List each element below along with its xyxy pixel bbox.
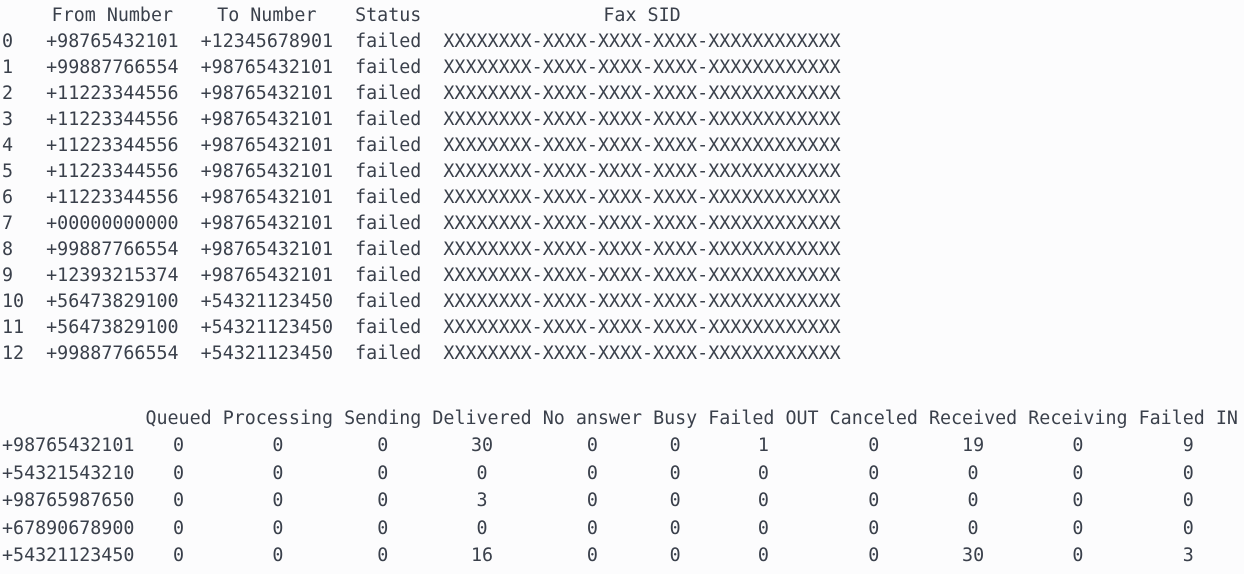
value-cell: XXXXXXXX-XXXX-XXXX-XXXX-XXXXXXXXXXXX <box>443 265 841 286</box>
value-cell: 0 <box>1072 490 1084 512</box>
value-cell: 0 <box>669 490 681 512</box>
value-cell: XXXXXXXX-XXXX-XXXX-XXXX-XXXXXXXXXXXX <box>443 239 841 260</box>
column-header: Fax SID <box>603 5 681 26</box>
value-cell: +98765432101 <box>46 31 179 52</box>
row-index-cell: +54321123450 <box>2 545 135 567</box>
table-row <box>2 515 1238 542</box>
value-cell: 0 <box>586 435 598 457</box>
value-cell: XXXXXXXX-XXXX-XXXX-XXXX-XXXXXXXXXXXX <box>443 343 841 364</box>
value-cell: XXXXXXXX-XXXX-XXXX-XXXX-XXXXXXXXXXXX <box>443 135 841 156</box>
value-cell: 0 <box>1072 545 1084 567</box>
value-cell: 0 <box>868 545 880 567</box>
value-cell: 30 <box>470 435 494 457</box>
value-cell: failed <box>355 213 422 234</box>
value-cell: 0 <box>1072 462 1084 484</box>
value-cell: 0 <box>669 462 681 484</box>
value-cell: 0 <box>377 490 389 512</box>
value-cell: +56473829100 <box>46 291 179 312</box>
value-cell: +99887766554 <box>46 239 179 260</box>
value-cell: 0 <box>173 517 185 539</box>
value-cell: +99887766554 <box>46 343 179 364</box>
value-cell: 3 <box>476 490 488 512</box>
row-index-cell: 6 <box>2 187 14 208</box>
column-header: No answer <box>542 408 643 429</box>
value-cell: +98765432101 <box>200 265 334 286</box>
row-index-cell: +98765987650 <box>2 490 135 512</box>
value-cell: failed <box>355 343 422 364</box>
column-header: Canceled <box>829 408 918 429</box>
row-index-cell: 7 <box>2 213 14 234</box>
value-cell: 0 <box>757 545 769 567</box>
value-cell: +11223344556 <box>46 83 179 104</box>
value-cell: +56473829100 <box>46 317 179 338</box>
value-cell: 0 <box>1182 490 1194 512</box>
value-cell: 0 <box>669 435 681 457</box>
row-index-cell: +54321543210 <box>2 462 135 484</box>
column-header: Queued <box>145 408 212 429</box>
column-header: Receiving <box>1028 408 1128 429</box>
value-cell: 1 <box>757 435 769 457</box>
table-row <box>2 263 841 289</box>
column-header: Failed IN <box>1138 408 1238 429</box>
value-cell: 0 <box>272 435 284 457</box>
value-cell: failed <box>355 317 422 338</box>
value-cell: +98765432101 <box>200 213 334 234</box>
value-cell: +12393215374 <box>46 265 179 286</box>
table-row <box>2 460 1238 487</box>
column-header: Busy <box>653 408 698 429</box>
value-cell: 9 <box>1182 435 1194 457</box>
row-index-cell: +67890678900 <box>2 517 135 539</box>
value-cell: failed <box>355 265 422 286</box>
row-index-cell: 10 <box>2 291 25 312</box>
value-cell: 0 <box>377 462 389 484</box>
value-cell: 0 <box>757 490 769 512</box>
value-cell: 0 <box>868 462 880 484</box>
value-cell: 0 <box>173 462 185 484</box>
value-cell: XXXXXXXX-XXXX-XXXX-XXXX-XXXXXXXXXXXX <box>443 317 841 338</box>
table-row <box>2 211 841 237</box>
value-cell: 0 <box>967 462 979 484</box>
value-cell: 0 <box>173 435 185 457</box>
column-header <box>2 405 134 432</box>
value-cell: 16 <box>470 545 494 567</box>
value-cell: 0 <box>868 490 880 512</box>
row-index-cell: 9 <box>2 265 14 286</box>
value-cell: 0 <box>1072 517 1084 539</box>
value-cell: 0 <box>173 545 185 567</box>
value-cell: 0 <box>476 517 488 539</box>
value-cell: 0 <box>757 517 769 539</box>
table-row <box>2 107 841 133</box>
value-cell: +98765432101 <box>200 135 334 156</box>
value-cell: +54321123450 <box>200 291 334 312</box>
value-cell: XXXXXXXX-XXXX-XXXX-XXXX-XXXXXXXXXXXX <box>443 31 841 52</box>
fax-log-table <box>2 3 841 367</box>
value-cell: +98765432101 <box>200 161 334 182</box>
value-cell: 0 <box>586 545 598 567</box>
value-cell: 0 <box>868 435 880 457</box>
value-cell: 0 <box>1182 517 1194 539</box>
table-row <box>2 159 841 185</box>
column-header: Received <box>928 408 1018 429</box>
value-cell: +98765432101 <box>200 57 334 78</box>
value-cell: +11223344556 <box>46 187 179 208</box>
table-row <box>2 315 841 341</box>
value-cell: failed <box>355 161 422 182</box>
column-header: To Number <box>217 5 317 26</box>
value-cell: +54321123450 <box>200 343 334 364</box>
value-cell: 0 <box>377 517 389 539</box>
value-cell: 0 <box>967 490 979 512</box>
table-row <box>2 133 841 159</box>
value-cell: failed <box>355 239 422 260</box>
header-row <box>2 405 1238 432</box>
table-row <box>2 432 1238 459</box>
value-cell: +11223344556 <box>46 109 179 130</box>
value-cell: 0 <box>272 462 284 484</box>
table-row <box>2 29 841 55</box>
value-cell: XXXXXXXX-XXXX-XXXX-XXXX-XXXXXXXXXXXX <box>443 57 841 78</box>
table-row <box>2 237 841 263</box>
header-row <box>2 3 841 29</box>
row-index-cell: +98765432101 <box>2 435 135 457</box>
value-cell: 30 <box>962 545 985 567</box>
value-cell: +11223344556 <box>46 135 179 156</box>
value-cell: failed <box>355 135 422 156</box>
column-header: Delivered <box>432 408 532 429</box>
table-row <box>2 185 841 211</box>
value-cell: 0 <box>173 490 185 512</box>
value-cell: XXXXXXXX-XXXX-XXXX-XXXX-XXXXXXXXXXXX <box>443 109 841 130</box>
table-row <box>2 487 1238 514</box>
value-cell: +12345678901 <box>200 31 334 52</box>
row-index-cell: 5 <box>2 161 14 182</box>
value-cell: +98765432101 <box>200 83 334 104</box>
value-cell: 0 <box>272 517 284 539</box>
row-index-cell: 12 <box>2 343 25 364</box>
value-cell: +98765432101 <box>200 187 334 208</box>
value-cell: failed <box>355 109 422 130</box>
column-header: Failed OUT <box>708 408 819 429</box>
value-cell: 0 <box>757 462 769 484</box>
row-index-cell: 1 <box>2 57 14 78</box>
table-row <box>2 289 841 315</box>
value-cell: +11223344556 <box>46 161 179 182</box>
value-cell: failed <box>355 187 422 208</box>
value-cell: 0 <box>669 517 681 539</box>
value-cell: +99887766554 <box>46 57 179 78</box>
value-cell: +54321123450 <box>200 317 334 338</box>
value-cell: 0 <box>868 517 880 539</box>
value-cell: failed <box>355 31 422 52</box>
table-row <box>2 55 841 81</box>
row-index-cell: 0 <box>2 31 14 52</box>
value-cell: failed <box>355 57 422 78</box>
status-summary-table <box>2 405 1238 569</box>
value-cell: 0 <box>377 545 389 567</box>
column-header: Status <box>355 5 422 26</box>
column-header <box>2 3 24 29</box>
row-index-cell: 8 <box>2 239 14 260</box>
column-header: Processing <box>222 408 334 429</box>
value-cell: +98765432101 <box>200 239 334 260</box>
value-cell: 0 <box>476 462 488 484</box>
value-cell: +98765432101 <box>200 109 334 130</box>
value-cell: +00000000000 <box>46 213 179 234</box>
value-cell: XXXXXXXX-XXXX-XXXX-XXXX-XXXXXXXXXXXX <box>443 161 841 182</box>
row-index-cell: 4 <box>2 135 14 156</box>
row-index-cell: 3 <box>2 109 14 130</box>
value-cell: XXXXXXXX-XXXX-XXXX-XXXX-XXXXXXXXXXXX <box>443 213 841 234</box>
table-row <box>2 341 841 367</box>
value-cell: failed <box>355 83 422 104</box>
value-cell: 0 <box>377 435 389 457</box>
column-header: Sending <box>344 408 422 429</box>
value-cell: XXXXXXXX-XXXX-XXXX-XXXX-XXXXXXXXXXXX <box>443 83 841 104</box>
value-cell: 19 <box>962 435 985 457</box>
value-cell: 0 <box>586 462 598 484</box>
value-cell: XXXXXXXX-XXXX-XXXX-XXXX-XXXXXXXXXXXX <box>443 291 841 312</box>
value-cell: 0 <box>1072 435 1084 457</box>
row-index-cell: 11 <box>2 317 25 338</box>
value-cell: 0 <box>272 490 284 512</box>
value-cell: XXXXXXXX-XXXX-XXXX-XXXX-XXXXXXXXXXXX <box>443 187 841 208</box>
value-cell: 0 <box>669 545 681 567</box>
value-cell: failed <box>355 291 422 312</box>
value-cell: 0 <box>272 545 284 567</box>
table-row <box>2 542 1238 569</box>
table-row <box>2 81 841 107</box>
value-cell: 0 <box>967 517 979 539</box>
column-header: From Number <box>51 5 174 26</box>
row-index-cell: 2 <box>2 83 14 104</box>
value-cell: 0 <box>586 517 598 539</box>
value-cell: 3 <box>1182 545 1194 567</box>
value-cell: 0 <box>586 490 598 512</box>
value-cell: 0 <box>1182 462 1194 484</box>
